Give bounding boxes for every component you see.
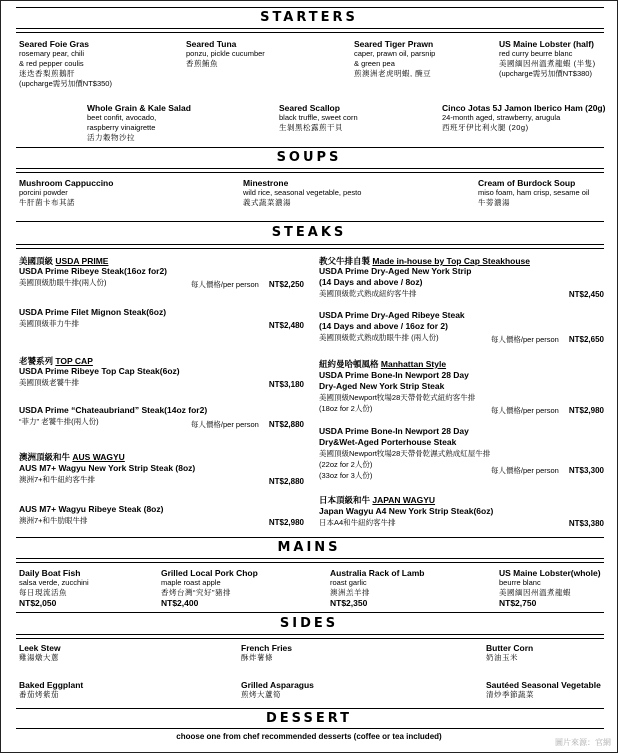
item-desc: roast garlic (330, 578, 367, 587)
item-desc: & green pea (354, 59, 395, 68)
steak-item (19, 266, 167, 288)
item-name: USDA Prime Dry-Aged Ribeye Steak (319, 310, 465, 320)
item-price-row (451, 290, 604, 299)
group-english: Made in-house by Top Cap Steakhouse (372, 256, 530, 266)
menu-item (499, 568, 601, 608)
section-rule (16, 612, 604, 613)
item-name: Sautéed Seasonal Vegetable (486, 680, 601, 690)
menu-item (354, 39, 435, 79)
item-desc: maple roast apple (161, 578, 221, 587)
item-price-row (151, 518, 304, 527)
dessert-note: choose one from chef recommended desserts (coffee or tea included) (176, 732, 442, 741)
item-name: Japan Wagyu A4 New York Strip Steak(6oz) (319, 506, 494, 516)
item-chinese: 清炒季節蔬菜 (486, 690, 534, 699)
item-desc: caper, prawn oil, parsnip (354, 49, 436, 58)
item-chinese: 美國緬因州溫煮龍蝦 (半隻) (499, 59, 596, 68)
item-price: NT$2,450 (568, 290, 604, 299)
item-name: US Maine Lobster(whole) (499, 568, 601, 578)
item-chinese: 生剝黑松露煎干貝 (279, 123, 343, 132)
item-desc: beet confit, avocado, (87, 113, 157, 122)
section-rule (16, 537, 604, 538)
item-price: NT$2,650 (568, 335, 604, 344)
item-price: NT$2,880 (268, 420, 304, 429)
section-rule (16, 708, 604, 709)
item-name-line2: (14 Days and above / 16oz for 2) (319, 321, 448, 331)
item-portion: (33oz for 3人份) (319, 471, 373, 480)
item-chinese: 番茄烤紫茄 (19, 690, 59, 699)
item-name: Daily Boat Fish (19, 568, 81, 578)
item-chinese: 迷迭香梨煎鵝肝 (19, 69, 75, 78)
group-english: USDA PRIME (55, 256, 109, 266)
item-desc: raspberry vinaigrette (87, 123, 156, 132)
menu-item (243, 178, 361, 208)
item-price: NT$2,980 (568, 406, 604, 415)
item-desc: red curry beurre blanc (499, 49, 573, 58)
item-desc: beurre blanc (499, 578, 541, 587)
item-price-row (451, 405, 604, 416)
menu-item (486, 643, 533, 663)
item-price-row (451, 519, 604, 528)
item-portion: (22oz for 2人份) (319, 460, 373, 469)
item-price-row (451, 465, 604, 476)
per-person-label: 每人價格/per person (190, 420, 259, 429)
item-upcharge: (upcharge需另加價NT$350) (19, 79, 112, 88)
section-rule (16, 558, 604, 563)
menu-item (241, 643, 292, 663)
steak-item (319, 310, 465, 343)
item-chinese: 日本A4和牛紐約客牛排 (319, 518, 396, 527)
item-name: USDA Prime Bone-In Newport 28 Day (319, 426, 469, 436)
group-english: TOP CAP (55, 356, 93, 366)
menu-item (87, 103, 191, 143)
item-price: NT$3,180 (268, 380, 304, 389)
section-title-starters: STARTERS (260, 10, 358, 25)
steak-item (19, 307, 166, 329)
steak-item (19, 504, 163, 526)
group-chinese: 澳洲頂級和牛 (19, 452, 71, 462)
group-english: AUS WAGYU (72, 452, 125, 462)
group-chinese: 教父牛排自製 (319, 256, 371, 266)
item-chinese: 煎澳洲老虎明蝦, 醃豆 (354, 69, 432, 78)
per-person-label: 每人價格/per person (490, 466, 559, 475)
steak-group-heading (319, 358, 446, 370)
section-title-mains: MAINS (277, 540, 341, 555)
item-price: NT$2,250 (268, 280, 304, 289)
menu-item (19, 178, 113, 208)
group-english: Manhattan Style (380, 359, 447, 369)
group-chinese: 日本頂級和牛 (319, 495, 371, 505)
item-price-row (151, 477, 304, 486)
per-person-label: 每人價格/per person (490, 406, 559, 415)
item-chinese: 酥炸薯條 (241, 653, 273, 662)
item-price-row (151, 321, 304, 330)
item-chinese: 牛肝菌卡布其諾 (19, 198, 75, 207)
item-name: Seared Foie Gras (19, 39, 89, 49)
menu-item (442, 103, 605, 133)
item-price-row (451, 334, 604, 345)
item-name: Grilled Asparagus (241, 680, 314, 690)
item-price: NT$2,400 (161, 598, 199, 608)
item-chinese: 美國緬因州溫煮龍蝦 (499, 588, 571, 597)
item-chinese: 煎烤大蘆筍 (241, 690, 281, 699)
item-price: NT$2,050 (19, 598, 57, 608)
group-chinese: 紐約曼哈頓風格 (319, 359, 379, 369)
item-chinese: 美國頂級Newport牧場28天帶骨乾式紐約客牛排 (319, 393, 476, 402)
menu-item (499, 39, 596, 79)
section-rule (16, 634, 604, 639)
item-name: Butter Corn (486, 643, 534, 653)
item-chinese: 奶油玉米 (486, 653, 518, 662)
item-name: USDA Prime Ribeye Steak(16oz for2) (19, 266, 168, 276)
item-desc: miso foam, ham crisp, sesame oil (478, 188, 590, 197)
steak-group-heading (19, 451, 125, 463)
item-chinese: 雞湯燉大蔥 (19, 653, 59, 662)
item-desc: rosemary pear, chili (19, 49, 85, 58)
item-chinese: 美國頂級肋眼牛排(兩人份) (19, 278, 107, 287)
item-price: NT$2,880 (268, 477, 304, 486)
item-name: USDA Prime “Chateaubriand” Steak(14oz for2) (19, 405, 208, 415)
section-title-sides: SIDES (279, 616, 339, 631)
group-chinese: 老饕系列 (19, 356, 54, 366)
item-name-line2: (14 Days and above / 8oz) (319, 277, 423, 287)
group-english: JAPAN WAGYU (372, 495, 436, 505)
item-price: NT$3,380 (568, 519, 604, 528)
item-chinese: 美國頂級菲力牛排 (19, 319, 79, 328)
item-price: NT$3,300 (568, 466, 604, 475)
menu-item (19, 680, 83, 700)
item-name: USDA Prime Filet Mignon Steak(6oz) (19, 307, 167, 317)
item-name: Whole Grain & Kale Salad (87, 103, 191, 113)
item-name-line2: Dry&Wet-Aged Porterhouse Steak (319, 437, 457, 447)
item-chinese: 牛蒡濃湯 (478, 198, 510, 207)
item-desc: black truffle, sweet corn (279, 113, 358, 122)
item-name: Grilled Local Pork Chop (161, 568, 258, 578)
item-chinese: “菲力” 老饕牛排(兩人份) (19, 417, 99, 426)
item-name: Seared Scallop (279, 103, 340, 113)
steak-item (319, 266, 471, 299)
section-rule (16, 28, 604, 33)
section-rule (16, 728, 604, 729)
item-chinese: 美國頂級老饕牛排 (19, 378, 79, 387)
menu-item (19, 568, 89, 608)
menu-item (241, 680, 314, 700)
menu-item (186, 39, 265, 69)
per-person-label: 每人價格/per person (190, 280, 259, 289)
menu-item (486, 680, 601, 700)
section-title-dessert: DESSERT (266, 711, 352, 726)
item-portion: (18oz for 2人份) (319, 404, 373, 413)
menu-item (19, 39, 112, 89)
per-person-label: 每人價格/per person (490, 335, 559, 344)
section-title-soups: SOUPS (276, 150, 342, 165)
item-price-row (151, 419, 304, 430)
menu-item (19, 643, 61, 663)
item-desc: salsa verde, zucchini (19, 578, 89, 587)
menu-item (478, 178, 589, 208)
item-chinese: 澳洲7+和牛紐約客牛排 (19, 475, 96, 484)
item-upcharge: (upcharge需另加價NT$380) (499, 69, 592, 78)
menu-item (330, 568, 424, 608)
item-desc: ponzu, pickle cucumber (186, 49, 265, 58)
item-name: Mushroom Cappuccino (19, 178, 114, 188)
item-name: USDA Prime Bone-In Newport 28 Day (319, 370, 469, 380)
item-desc: porcini powder (19, 188, 68, 197)
item-chinese: 每日現流活魚 (19, 588, 67, 597)
item-chinese: 香煎鮪魚 (186, 59, 218, 68)
top-rule (16, 7, 604, 8)
item-name: US Maine Lobster (half) (499, 39, 594, 49)
item-name: USDA Prime Ribeye Top Cap Steak(6oz) (19, 366, 180, 376)
item-desc: & red pepper coulis (19, 59, 84, 68)
image-credit: 圖片來源：官網 (555, 738, 611, 747)
item-name: Cinco Jotas 5J Jamon Iberico Ham (20g) (442, 103, 606, 113)
item-chinese: 澳洲羔羊排 (330, 588, 370, 597)
item-price: NT$2,980 (268, 518, 304, 527)
menu-item (161, 568, 258, 608)
menu-item (279, 103, 358, 133)
item-price: NT$2,480 (268, 321, 304, 330)
section-rule (16, 168, 604, 173)
item-name: French Fries (241, 643, 293, 653)
item-price: NT$2,350 (330, 598, 368, 608)
item-name: Seared Tiger Prawn (354, 39, 434, 49)
item-chinese: 西班牙伊比利火腿 (20g) (442, 123, 529, 132)
item-name-line2: Dry-Aged New York Strip Steak (319, 381, 445, 391)
item-chinese: 活力穀物沙拉 (87, 133, 135, 142)
item-name: Cream of Burdock Soup (478, 178, 576, 188)
item-name: AUS M7+ Wagyu New York Strip Steak (8oz) (19, 463, 196, 473)
item-name: USDA Prime Dry-Aged New York Strip (319, 266, 472, 276)
steak-group-heading (319, 494, 435, 506)
item-chinese: 美國頂級乾式熟成紐約客牛排 (319, 289, 417, 298)
item-price: NT$2,750 (499, 598, 537, 608)
section-title-steaks: STEAKS (271, 225, 347, 240)
item-chinese: 義式蔬菜濃湯 (243, 198, 291, 207)
item-chinese: 美國頂級Newport牧場28天帶骨乾濕式熟成紅屋牛排 (319, 449, 491, 458)
item-name: Minestrone (243, 178, 289, 188)
item-chinese: 香烤台灣“究好”豬排 (161, 588, 231, 597)
item-name: Leek Stew (19, 643, 61, 653)
item-desc: 24-month aged, strawberry, arugula (442, 113, 561, 122)
item-price-row (151, 380, 304, 389)
section-rule (16, 244, 604, 249)
item-chinese: 美國頂級乾式熟成肋眼牛排 (兩人份) (319, 333, 439, 342)
item-name: Seared Tuna (186, 39, 237, 49)
section-rule (16, 221, 604, 222)
item-name: Baked Eggplant (19, 680, 84, 690)
item-name: AUS M7+ Wagyu Ribeye Steak (8oz) (19, 504, 164, 514)
section-rule (16, 147, 604, 148)
item-desc: wild rice, seasonal vegetable, pesto (243, 188, 362, 197)
group-chinese: 美國頂級 (19, 256, 54, 266)
item-name: Australia Rack of Lamb (330, 568, 425, 578)
item-chinese: 澳洲7+和牛肋眼牛排 (19, 516, 88, 525)
item-price-row (151, 279, 304, 290)
